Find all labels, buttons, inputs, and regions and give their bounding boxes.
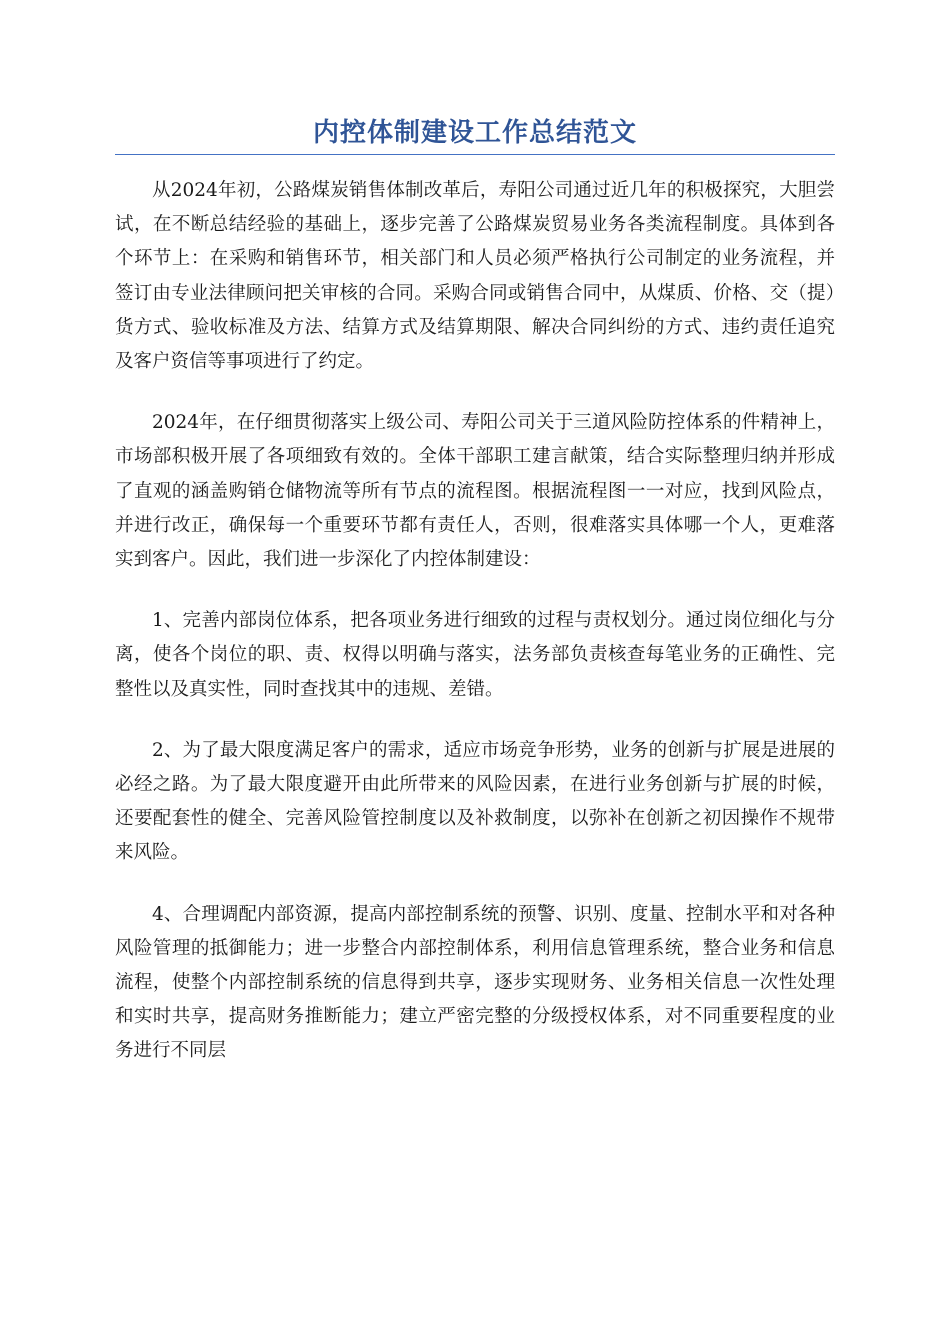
paragraph: 2、为了最大限度满足客户的需求，适应市场竞争形势，业务的创新与扩展是进展的必经之路。为了最大限度避开由此所带来的风险因素，在进行业务创新与扩展的时候，还要配套性的健全、完善风险管控制度以及补救制度，以弥补在创新之初因操作不规带来风险。 — [115, 739, 835, 864]
paragraph: 从2024年初，公路煤炭销售体制改革后，寿阳公司通过近几年的积极探究，大胆尝试，在不断总结经验的基础上，逐步完善了公路煤炭贸易业务各类流程制度。具体到各个环节上：在采购和销售环节，相关部门和人员必须严格执行公司制定的业务流程，并签订由专业法律顾问把关审核的合同。采购合同或销售合同中，从煤质、价格、交（提）货方式、验收标准及方法、结算方式及结算期限、解决合同纠纷的方式、违约责任追究及客户资信等事项进行了约定。 — [115, 180, 835, 373]
document-page — [115, 0, 835, 1344]
paragraph: 1、完善内部岗位体系，把各项业务进行细致的过程与责权划分。通过岗位细化与分离，使各个岗位的职、责、权得以明确与落实，法务部负责核查每笔业务的正确性、完整性以及真实性，同时查找其中的违规、差错。 — [115, 610, 835, 700]
document-title: 内控体制建设工作总结范文 — [312, 118, 637, 148]
paragraph: 4、合理调配内部资源，提高内部控制系统的预警、识别、度量、控制水平和对各种风险管理的抵御能力；进一步整合内部控制体系，利用信息管理系统，整合业务和信息流程，使整个内部控制系统的信息得到共享，逐步实现财务、业务相关信息一次性处理和实时共享，提高财务推断能力；建立严密完整的分级授权体系，对不同重要程度的业务进行不同层 — [115, 903, 835, 1062]
title-underline — [115, 154, 835, 155]
paragraph: 2024年，在仔细贯彻落实上级公司、寿阳公司关于三道风险防控体系的件精神上，市场部积极开展了各项细致有效的。全体干部职工建言献策，结合实际整理归纳并形成了直观的涵盖购销仓储物流等所有节点的流程图。根据流程图一一对应，找到风险点，并进行改正，确保每一个重要环节都有责任人，否则，很难落实具体哪一个人，更难落实到客户。因此，我们进一步深化了内控体制建设： — [115, 412, 835, 571]
document-body — [115, 174, 835, 1096]
